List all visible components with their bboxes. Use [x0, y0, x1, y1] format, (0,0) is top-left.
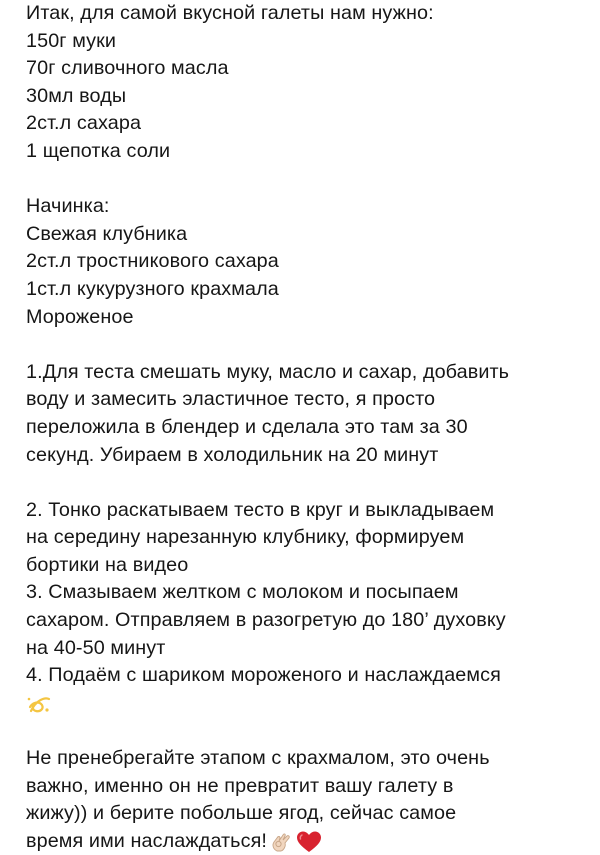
- ingredients-section: [26, 0, 592, 166]
- ingredient-item: 1 щепотка соли: [26, 139, 171, 162]
- tip-line: жижу)) и берите побольше ягод, сейчас самое: [26, 802, 457, 825]
- step-1-line: секунд. Убираем в холодильник на 20 минут: [26, 443, 439, 466]
- filling-item: 2ст.л тростникового сахара: [26, 250, 279, 273]
- ingredient-item: 70г сливочного масла: [26, 57, 229, 80]
- filling-title: Начинка:: [26, 195, 110, 218]
- step-1-line: воду и замесить эластичное тесто, я просто: [26, 388, 436, 411]
- ingredient-item: 150г муки: [26, 29, 117, 52]
- step-1-line: 1.Для теста смешать муку, масло и сахар, добавить: [26, 360, 510, 383]
- tip-line: важно, именно он не превратит вашу галету в: [26, 774, 454, 797]
- step-1: [26, 359, 592, 469]
- step-4: [26, 662, 592, 717]
- step-2-line: бортики на видео: [26, 553, 189, 576]
- dizzy-icon: [26, 694, 52, 716]
- ingredient-item: 2ст.л сахара: [26, 112, 142, 135]
- spacer: [26, 717, 592, 745]
- step-3: [26, 579, 592, 662]
- red-heart-icon: [296, 830, 322, 854]
- filling-section: [26, 193, 592, 331]
- spacer: [26, 166, 592, 194]
- step-2: [26, 497, 592, 580]
- ingredient-item: 30мл воды: [26, 84, 127, 107]
- step-1-line: переложила в блендер и сделала это там за 30: [26, 415, 468, 438]
- step-2-line: 2. Тонко раскатываем тесто в круг и выкладываем: [26, 498, 495, 521]
- spacer: [26, 331, 592, 359]
- filling-item: 1ст.л кукурузного крахмала: [26, 277, 279, 300]
- filling-item: Мороженое: [26, 305, 134, 328]
- step-3-line: на 40-50 минут: [26, 636, 166, 659]
- step-3-line: 3. Смазываем желтком с молоком и посыпаем: [26, 581, 459, 604]
- step-2-line: на середину нарезанную клубнику, формируем: [26, 526, 465, 549]
- spacer: [26, 469, 592, 497]
- recipe-note: [26, 0, 592, 855]
- ok-hand-icon: [269, 830, 293, 854]
- ingredients-title: Итак, для самой вкусной галеты нам нужно:: [26, 2, 434, 24]
- tip-line: Не пренебрегайте этапом с крахмалом, это очень: [26, 747, 490, 770]
- step-4-line: 4. Подаём с шариком мороженого и наслаждаемся: [26, 664, 501, 687]
- step-3-line: сахаром. Отправляем в разогретую до 180’ духовку: [26, 609, 506, 632]
- tip-section: [26, 745, 592, 855]
- tip-line: время ими наслаждаться!: [26, 829, 267, 852]
- step-4-emoji-line: [26, 690, 592, 718]
- filling-item: Свежая клубника: [26, 222, 188, 245]
- tip-last-line: [26, 828, 592, 855]
